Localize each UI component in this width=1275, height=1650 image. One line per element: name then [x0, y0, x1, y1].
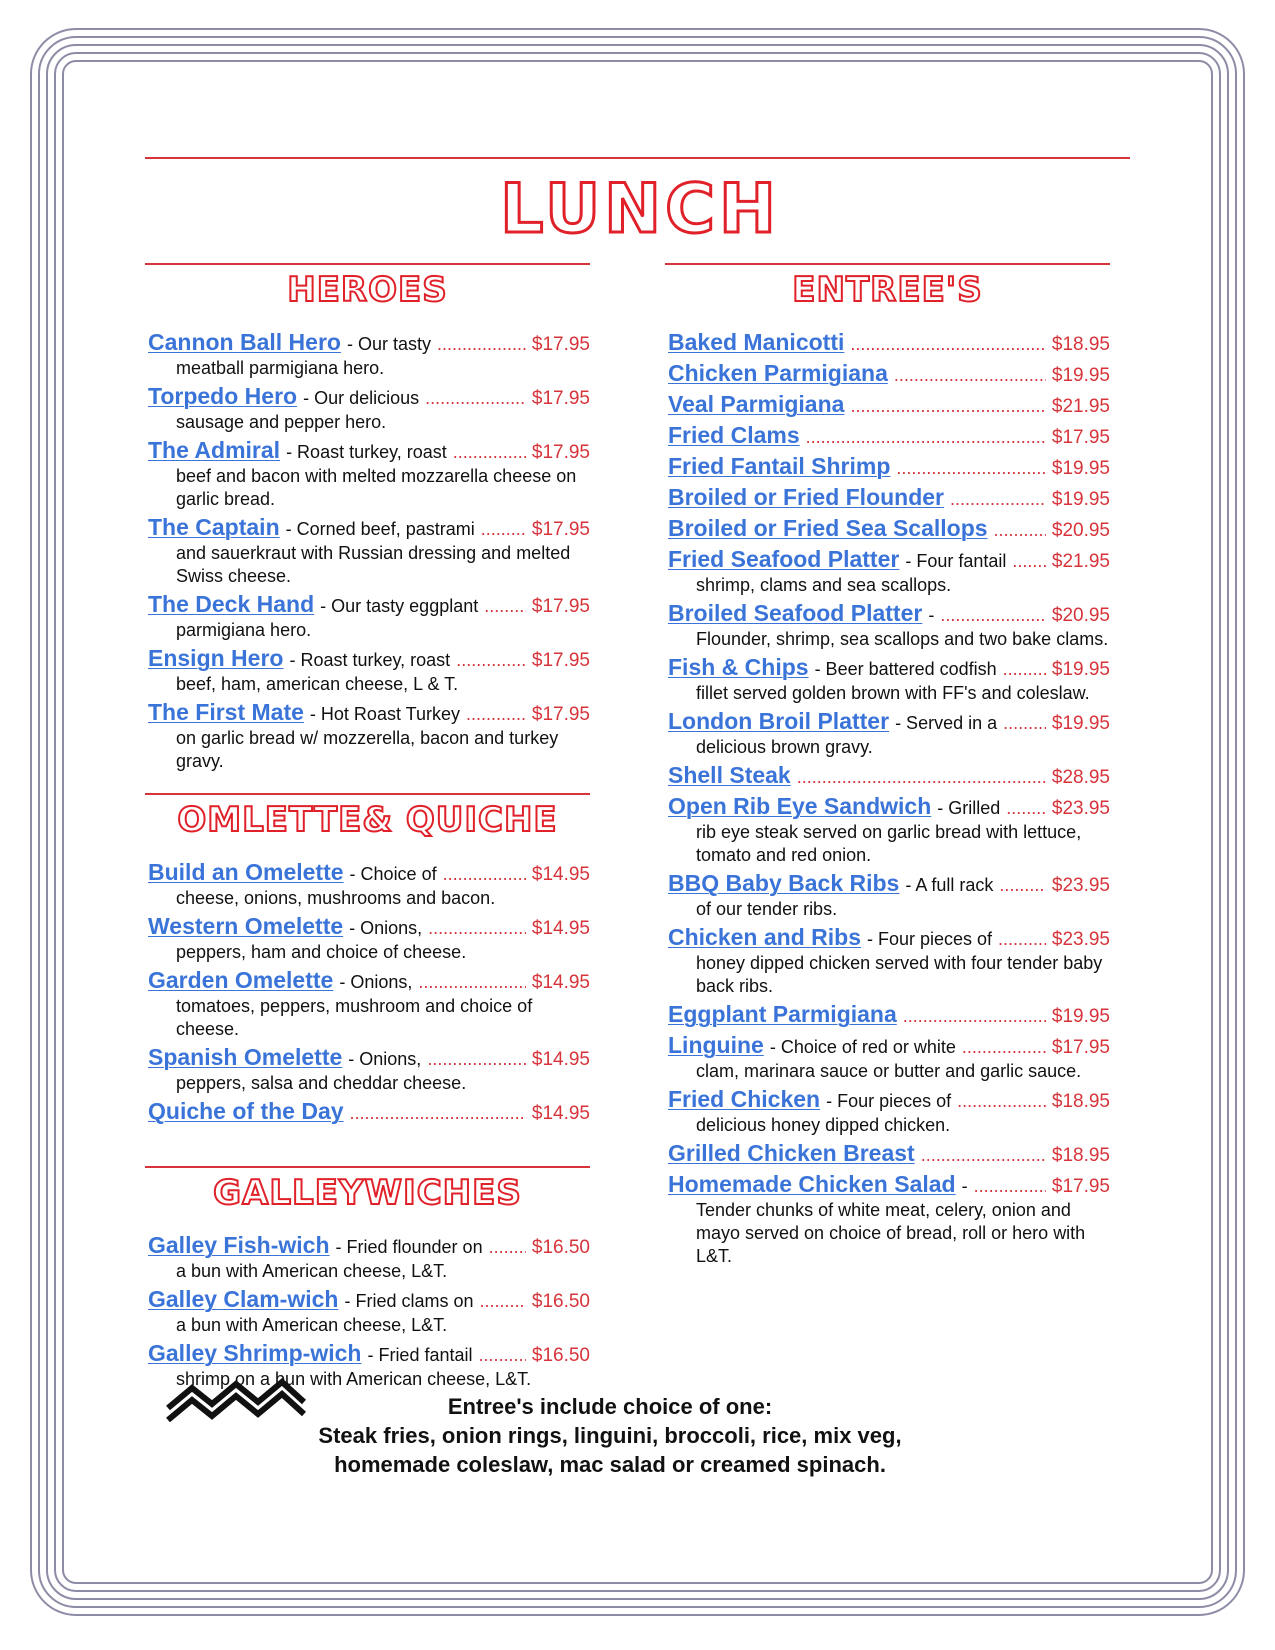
dot-leader: [896, 456, 1046, 480]
sides-note: [250, 1392, 970, 1479]
menu-item-description: peppers, salsa and cheddar cheese.: [176, 1073, 467, 1093]
menu-item: [668, 454, 1110, 481]
page-title: LUNCH: [500, 170, 780, 249]
menu-item-price: $23.95: [1051, 929, 1110, 950]
menu-item-description: clam, marinara sauce or butter and garlic sauce.: [696, 1061, 1082, 1081]
menu-item-description-start: - Four pieces of: [826, 1091, 952, 1111]
menu-item-description: of our tender ribs.: [696, 899, 838, 919]
menu-item: [148, 1045, 590, 1095]
menu-item-description-start: - A full rack: [905, 875, 994, 895]
menu-item-description-start: - Onions,: [339, 972, 413, 992]
menu-item-header: [148, 1341, 590, 1368]
dot-leader: [903, 1004, 1046, 1028]
menu-item: [148, 384, 590, 434]
menu-item-header: [668, 925, 1110, 952]
menu-item-price: $20.95: [1051, 605, 1110, 626]
galleywiches-list: [148, 1233, 590, 1395]
omelette-title: OMLETTE& QUICHE: [177, 800, 558, 840]
menu-item-name-link[interactable]: Garden Omelette: [148, 967, 334, 993]
menu-item-header: [668, 1033, 1110, 1060]
menu-item-price: $18.95: [1051, 1091, 1110, 1112]
menu-item-price: $17.95: [1051, 427, 1110, 448]
menu-item-description-start: - Fried clams on: [344, 1291, 474, 1311]
menu-item: [148, 700, 590, 773]
menu-item: [668, 1141, 1110, 1168]
menu-item: [148, 515, 590, 588]
menu-item: [668, 516, 1110, 543]
menu-item-description: Flounder, shrimp, sea scallops and two bake clams.: [696, 629, 1109, 649]
menu-item-description-start: - Our delicious: [303, 388, 420, 408]
dot-leader: [998, 927, 1046, 951]
menu-item-price: $14.95: [531, 1049, 590, 1070]
menu-item-header: [668, 709, 1110, 736]
dot-leader: [950, 487, 1046, 511]
menu-item: [668, 601, 1110, 651]
menu-item-header: [668, 330, 1110, 357]
menu-item-price: $17.95: [531, 442, 590, 463]
menu-item: [668, 1087, 1110, 1137]
menu-item-name-link[interactable]: Homemade Chicken Salad: [668, 1171, 956, 1197]
menu-item: [148, 1233, 590, 1283]
dot-leader: [999, 873, 1045, 897]
menu-item-name-link[interactable]: Ensign Hero: [148, 645, 284, 671]
menu-item-header: [148, 384, 590, 411]
menu-item-name-link[interactable]: Galley Shrimp-wich: [148, 1340, 362, 1366]
menu-item-description: tomatoes, peppers, mushroom and choice of cheese.: [176, 996, 533, 1039]
menu-item-header: [668, 1172, 1110, 1199]
menu-item: [148, 592, 590, 642]
menu-item-header: [148, 438, 590, 465]
menu-item-description-start: - Fried fantail: [367, 1345, 473, 1365]
entrees-rule: [665, 263, 1110, 265]
menu-item-description: beef and bacon with melted mozzarella cheese on garlic bread.: [176, 466, 577, 509]
menu-item-name-link[interactable]: Fried Clams: [668, 422, 800, 448]
menu-item-header: [668, 1002, 1110, 1029]
menu-item-name-link[interactable]: London Broil Platter: [668, 708, 890, 734]
omelette-rule: [145, 793, 590, 795]
menu-item-price: $19.95: [1051, 489, 1110, 510]
menu-item-description-start: -: [928, 605, 935, 625]
menu-item-name-link[interactable]: Eggplant Parmigiana: [668, 1001, 897, 1027]
menu-item: [148, 330, 590, 380]
menu-item-description: shrimp on a bun with American cheese, L&T.: [176, 1369, 532, 1389]
menu-item-description: sausage and pepper hero.: [176, 412, 387, 432]
menu-item-name-link[interactable]: Broiled Seafood Platter: [668, 600, 923, 626]
dot-leader: [427, 1047, 526, 1071]
menu-item-name-link[interactable]: Broiled or Fried Flounder: [668, 484, 945, 510]
menu-item-name-link[interactable]: The First Mate: [148, 699, 304, 725]
galleywiches-title: GALLEYWICHES: [213, 1173, 522, 1213]
menu-item: [668, 794, 1110, 867]
menu-item-price: $19.95: [1051, 659, 1110, 680]
menu-item-name-link[interactable]: Quiche of the Day: [148, 1098, 344, 1124]
menu-item-price: $16.50: [531, 1237, 590, 1258]
dot-leader: [453, 440, 526, 464]
menu-item-name-link[interactable]: Build an Omelette: [148, 859, 344, 885]
dot-leader: [962, 1035, 1046, 1059]
menu-item-description: honey dipped chicken served with four tender baby back ribs.: [696, 953, 1103, 996]
menu-item-price: $19.95: [1051, 713, 1110, 734]
menu-item-name-link[interactable]: Baked Manicotti: [668, 329, 845, 355]
menu-item-description-start: - Roast turkey, roast: [286, 442, 447, 462]
menu-item-price: $14.95: [531, 1103, 590, 1124]
menu-item-price: $23.95: [1051, 875, 1110, 896]
menu-item-header: [668, 871, 1110, 898]
menu-item-description-start: - Roast turkey, roast: [289, 650, 451, 670]
menu-item-header: [668, 1087, 1110, 1114]
menu-item-price: $17.95: [531, 334, 590, 355]
dot-leader: [437, 332, 526, 356]
menu-item-description-start: - Onions,: [349, 918, 423, 938]
menu-item-price: $18.95: [1051, 1145, 1110, 1166]
menu-item-header: [668, 392, 1110, 419]
menu-item-description: parmigiana hero.: [176, 620, 312, 640]
menu-item-price: $17.95: [531, 650, 590, 671]
menu-item-name-link[interactable]: Western Omelette: [148, 913, 344, 939]
menu-item: [148, 646, 590, 696]
menu-item-name-link[interactable]: Fried Chicken: [668, 1086, 821, 1112]
menu-item-header: [668, 485, 1110, 512]
dot-leader: [850, 394, 1045, 418]
menu-item-name-link[interactable]: Galley Fish-wich: [148, 1232, 330, 1258]
menu-item-price: $20.95: [1051, 520, 1110, 541]
menu-item-price: $17.95: [531, 704, 590, 725]
menu-item-header: [148, 592, 590, 619]
menu-item: [148, 438, 590, 511]
dot-leader: [994, 518, 1046, 542]
menu-item-description-start: - Grilled: [937, 798, 1001, 818]
menu-item-header: [668, 655, 1110, 682]
menu-item-description: shrimp, clams and sea scallops.: [696, 575, 952, 595]
menu-item: [668, 1033, 1110, 1083]
dot-leader: [350, 1101, 526, 1125]
menu-item-description: Tender chunks of white meat, celery, onion and mayo served on choice of bread, roll or hero with L&T.: [696, 1200, 1086, 1266]
menu-item-header: [668, 423, 1110, 450]
menu-item: [668, 1172, 1110, 1268]
menu-item-header: [148, 330, 590, 357]
menu-item-name-link[interactable]: Chicken and Ribs: [668, 924, 861, 950]
sides-note-line-3: homemade coleslaw, mac salad or creamed spinach.: [334, 1452, 886, 1477]
menu-item-header: [148, 1099, 590, 1126]
dot-leader: [428, 916, 526, 940]
menu-item-price: $18.95: [1051, 334, 1110, 355]
title-rule: [145, 157, 1130, 159]
menu-item: [668, 361, 1110, 388]
menu-item-name-link[interactable]: Shell Steak: [668, 762, 791, 788]
menu-item: [148, 1287, 590, 1337]
dot-leader: [456, 648, 526, 672]
menu-item-header: [148, 914, 590, 941]
menu-item: [668, 709, 1110, 759]
menu-item-name-link[interactable]: The Captain: [148, 514, 280, 540]
menu-item-name-link[interactable]: The Deck Hand: [148, 591, 315, 617]
dot-leader: [1003, 657, 1046, 681]
menu-item-header: [148, 968, 590, 995]
dot-leader: [894, 363, 1046, 387]
dot-leader: [425, 386, 526, 410]
menu-item-description: a bun with American cheese, L&T.: [176, 1315, 448, 1335]
menu-item-description-start: -: [961, 1176, 968, 1196]
heroes-list: [148, 330, 590, 777]
dot-leader: [481, 517, 526, 541]
menu-item-name-link[interactable]: Torpedo Hero: [148, 383, 298, 409]
menu-item-name-link[interactable]: Grilled Chicken Breast: [668, 1140, 915, 1166]
menu-item: [148, 914, 590, 964]
menu-item-price: $19.95: [1051, 1006, 1110, 1027]
dot-leader: [974, 1174, 1046, 1198]
menu-item-header: [668, 601, 1110, 628]
menu-item: [668, 1002, 1110, 1029]
menu-item-header: [668, 454, 1110, 481]
menu-item: [148, 968, 590, 1041]
menu-item-description-start: - Onions,: [348, 1049, 422, 1069]
dot-leader: [484, 594, 526, 618]
menu-item-header: [148, 700, 590, 727]
menu-item-price: $17.95: [1051, 1037, 1110, 1058]
menu-item: [148, 1099, 590, 1126]
menu-item-header: [668, 763, 1110, 790]
menu-item: [668, 485, 1110, 512]
menu-item-description: beef, ham, american cheese, L & T.: [176, 674, 459, 694]
menu-item-description-start: - Hot Roast Turkey: [309, 704, 460, 724]
menu-item-description: fillet served golden brown with FF's and coleslaw.: [696, 683, 1090, 703]
menu-item-name-link[interactable]: The Admiral: [148, 437, 281, 463]
menu-item-description: delicious brown gravy.: [696, 737, 873, 757]
menu-item-name-link[interactable]: Fried Seafood Platter: [668, 546, 900, 572]
menu-item-description: rib eye steak served on garlic bread with lettuce, tomato and red onion.: [696, 822, 1082, 865]
dot-leader: [489, 1235, 526, 1259]
menu-item-price: $17.95: [531, 596, 590, 617]
dot-leader: [418, 970, 526, 994]
menu-item: [668, 871, 1110, 921]
heroes-rule: [145, 263, 590, 265]
menu-item-header: [668, 1141, 1110, 1168]
omelette-list: [148, 860, 590, 1130]
menu-item-name-link[interactable]: Cannon Ball Hero: [148, 329, 341, 355]
menu-item-description-start: - Served in a: [895, 713, 998, 733]
menu-item-description: delicious honey dipped chicken.: [696, 1115, 951, 1135]
menu-item-description: on garlic bread w/ mozzerella, bacon and turkey gravy.: [176, 728, 559, 771]
menu-item-description-start: - Fried flounder on: [335, 1237, 483, 1257]
menu-item-name-link[interactable]: BBQ Baby Back Ribs: [668, 870, 900, 896]
menu-item-description-start: - Our tasty eggplant: [320, 596, 479, 616]
menu-item-header: [148, 515, 590, 542]
menu-item-price: $23.95: [1051, 798, 1110, 819]
dot-leader: [480, 1289, 526, 1313]
menu-item-price: $14.95: [531, 864, 590, 885]
menu-item-price: $17.95: [531, 519, 590, 540]
menu-item-name-link[interactable]: Veal Parmigiana: [668, 391, 845, 417]
menu-item-price: $14.95: [531, 918, 590, 939]
menu-item: [668, 655, 1110, 705]
dot-leader: [940, 603, 1046, 627]
menu-item-price: $17.95: [1051, 1176, 1110, 1197]
menu-item-header: [148, 1233, 590, 1260]
galleywiches-rule: [145, 1166, 590, 1168]
dot-leader: [850, 332, 1046, 356]
menu-item-header: [148, 1045, 590, 1072]
menu-item-name-link[interactable]: Spanish Omelette: [148, 1044, 343, 1070]
menu-item-price: $16.50: [531, 1345, 590, 1366]
menu-item-header: [668, 794, 1110, 821]
menu-item-header: [148, 1287, 590, 1314]
menu-item-price: $28.95: [1051, 767, 1110, 788]
menu-item-description: cheese, onions, mushrooms and bacon.: [176, 888, 496, 908]
sides-note-line-1: Entree's include choice of one:: [447, 1394, 773, 1419]
menu-item-description-start: - Our tasty: [346, 334, 431, 354]
menu-item-price: $16.50: [531, 1291, 590, 1312]
menu-item-description-start: - Corned beef, pastrami: [285, 519, 475, 539]
menu-item-header: [668, 361, 1110, 388]
menu-item-description: and sauerkraut with Russian dressing and melted Swiss cheese.: [176, 543, 571, 586]
menu-item-header: [668, 547, 1110, 574]
dot-leader: [957, 1089, 1046, 1113]
dot-leader: [1006, 796, 1046, 820]
menu-item: [148, 860, 590, 910]
entrees-title: ENTREE'S: [792, 270, 983, 310]
menu-item-description: peppers, ham and choice of cheese.: [176, 942, 467, 962]
menu-item-name-link[interactable]: Fried Fantail Shrimp: [668, 453, 891, 479]
menu-item-header: [668, 516, 1110, 543]
entrees-list: [668, 330, 1110, 1272]
menu-item-description-start: - Choice of: [349, 864, 437, 884]
dot-leader: [479, 1343, 526, 1367]
menu-item-description: a bun with American cheese, L&T.: [176, 1261, 448, 1281]
menu-item-price: $17.95: [531, 388, 590, 409]
menu-item: [668, 925, 1110, 998]
menu-item: [668, 763, 1110, 790]
menu-item-name-link[interactable]: Broiled or Fried Sea Scallops: [668, 515, 988, 541]
menu-item: [668, 392, 1110, 419]
dot-leader: [806, 425, 1046, 449]
menu-item-name-link[interactable]: Galley Clam-wich: [148, 1286, 339, 1312]
menu-item-name-link[interactable]: Open Rib Eye Sandwich: [668, 793, 932, 819]
dot-leader: [1003, 711, 1046, 735]
heroes-title: HEROES: [287, 270, 448, 310]
menu-item-header: [148, 646, 590, 673]
menu-item-header: [148, 860, 590, 887]
menu-item-name-link[interactable]: Linguine: [668, 1032, 764, 1058]
menu-item: [668, 423, 1110, 450]
menu-item-description-start: - Beer battered codfish: [814, 659, 997, 679]
dot-leader: [443, 862, 526, 886]
menu-item-price: $21.95: [1051, 551, 1110, 572]
menu-item-description: meatball parmigiana hero.: [176, 358, 385, 378]
menu-item-price: $14.95: [531, 972, 590, 993]
sides-note-line-2: Steak fries, onion rings, linguini, broccoli, rice, mix veg,: [318, 1423, 902, 1448]
menu-item-description-start: - Four fantail: [905, 551, 1007, 571]
dot-leader: [466, 702, 526, 726]
menu-item-name-link[interactable]: Chicken Parmigiana: [668, 360, 888, 386]
menu-item-description-start: - Choice of red or white: [769, 1037, 956, 1057]
menu-item: [668, 330, 1110, 357]
menu-item-price: $19.95: [1051, 365, 1110, 386]
dot-leader: [1012, 549, 1046, 573]
menu-item-price: $19.95: [1051, 458, 1110, 479]
menu-item: [668, 547, 1110, 597]
dot-leader: [797, 765, 1046, 789]
menu-item-price: $21.95: [1051, 396, 1110, 417]
menu-item-description-start: - Four pieces of: [866, 929, 993, 949]
menu-item-name-link[interactable]: Fish & Chips: [668, 654, 809, 680]
dot-leader: [921, 1143, 1046, 1167]
